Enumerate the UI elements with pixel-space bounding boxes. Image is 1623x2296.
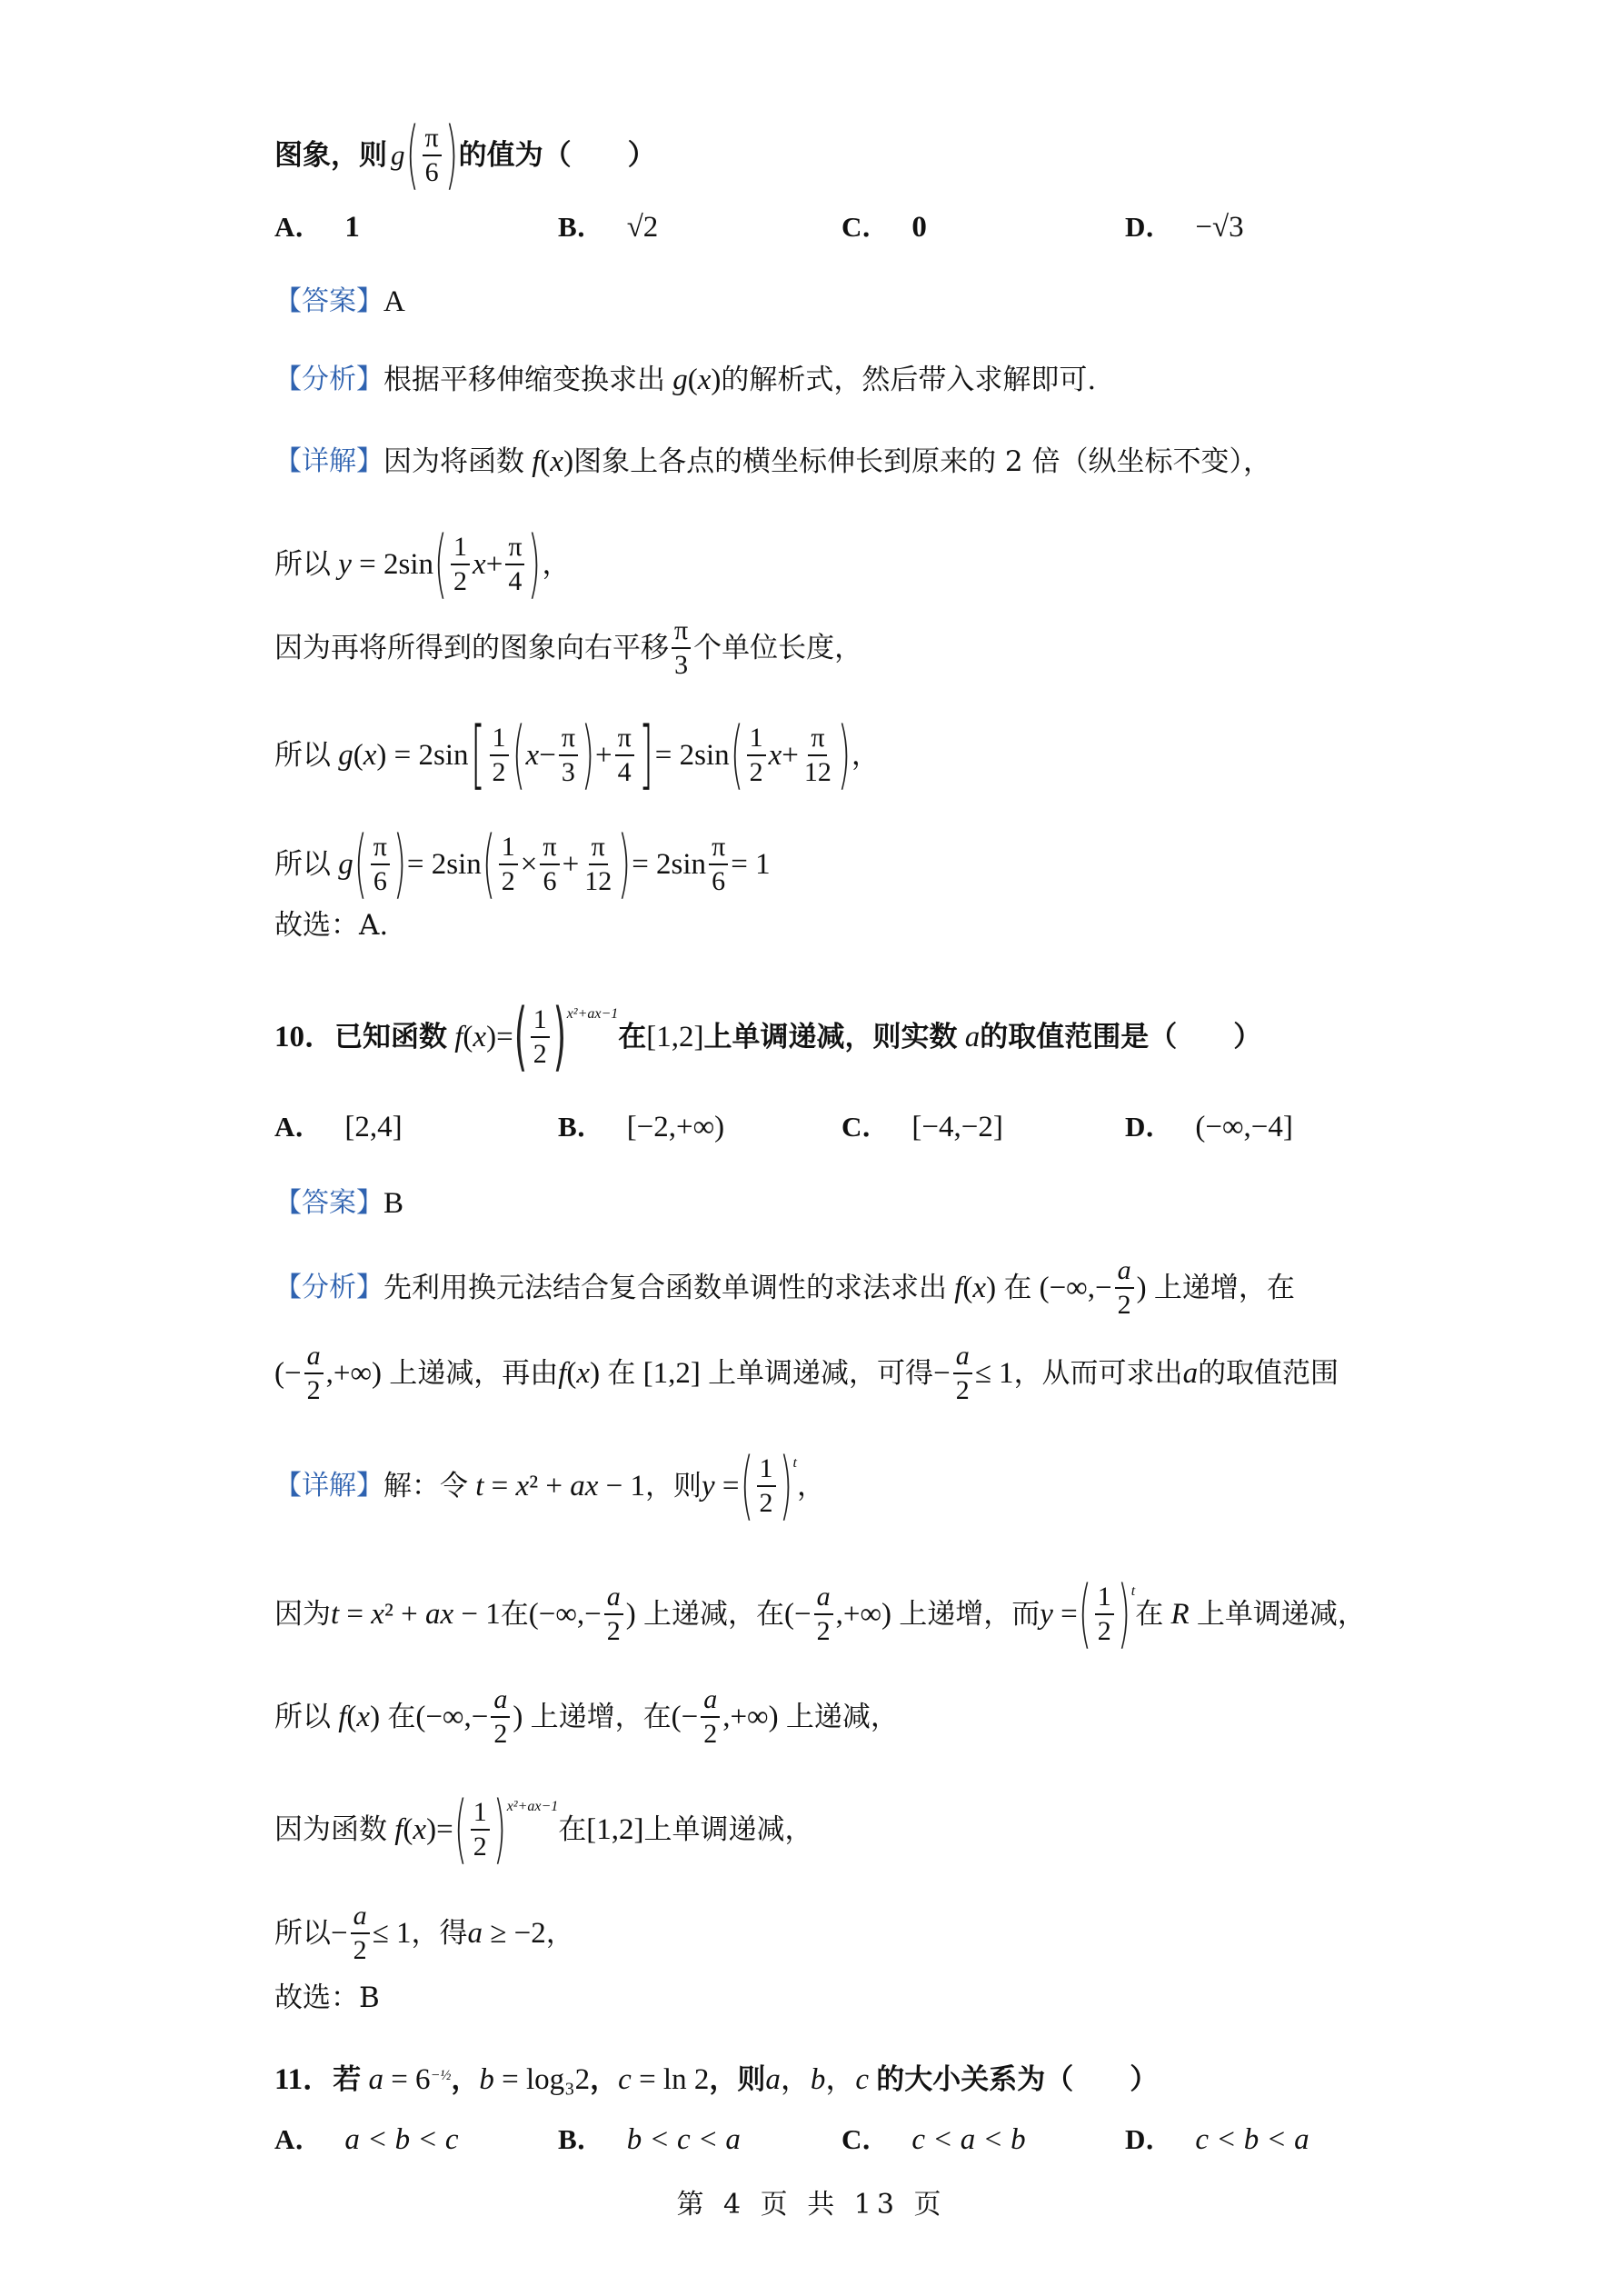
q9-detail-line5: 所以 g ( $\frac{\pi}{6}$ ) = 2sin ( $\frac{1}{2}$ × $\frac{\pi}{6}$ + $\frac{\pi}{12}$ ) = 2sin $\frac{\pi}{6}$ = 1 bbox=[274, 821, 771, 907]
q9-answer: 【答案】 A bbox=[274, 285, 405, 318]
q11-option-c[interactable]: C． c < a < b bbox=[841, 2123, 1026, 2156]
q9-stem-tail: 图象，则 g ( $\frac{\pi}{6}$ ) 的值为（ ） bbox=[274, 112, 656, 198]
q10-analysis-line2: (− $\frac{a}{2}$ ,+∞) 上递减，再由 f ( x ) 在 [1,2] 上单调递减，可得 − $\frac{a}{2}$ ≤ 1 ，从而可求出 a 的取值范围 bbox=[274, 1341, 1339, 1405]
q9-detail-line3: 因为再将所得到的图象向右平移 $\frac{\pi}{3}$ 个单位长度， bbox=[274, 615, 863, 680]
q10-detail-line5: 所以 − $\frac{a}{2}$ ≤ 1 ，得 a ≥ −2 ， bbox=[274, 1901, 574, 1965]
q11-option-b[interactable]: B． b < c < a bbox=[558, 2123, 741, 2156]
q9-detail-line4: 所以 g ( x ) = 2sin [ $\frac{1}{2}$ ( x − $\frac{\pi}{3}$ ) + $\frac{\pi}{4}$ ] = 2sin ( $\frac{1}{2}$ x + $\frac{\pi}{12}$ ) ， bbox=[274, 712, 880, 798]
q9-detail-conclusion: 故选：A. bbox=[274, 909, 389, 942]
q9-option-b[interactable]: B． √2 bbox=[558, 211, 659, 244]
q11-stem: 11． 若 a = 6 −½ ， b = log₃2 ， c = ln 2 ，则 a，b，c 的大小关系为（ ） bbox=[274, 2063, 1159, 2096]
q10-detail-line3: 所以 f ( x ) 在 (−∞,− $\frac{a}{2}$ ) 上递增，在 (− $\frac{a}{2}$ ,+∞) 上递减， bbox=[274, 1684, 899, 1749]
q10-detail-line2: 因为 t = x² + ax − 1 在 (−∞,− $\frac{a}{2}$ ) 上递减，在 (− $\frac{a}{2}$ ,+∞) 上递增，而 y = ( $\frac{1}{2}$ ) t 在 R 上单调递减， bbox=[274, 1571, 1366, 1657]
q10-detail-line1: 【详解】 解：令 t = x² + ax − 1 ，则 y = ( $\frac{1}{2}$ ) t ， bbox=[274, 1442, 825, 1529]
q10-option-c[interactable]: C． [−4,−2] bbox=[841, 1111, 1003, 1143]
q9-detail-line2: 所以 y = 2sin ( $\frac{1}{2}$ x + $\frac{\pi}{4}$ ) ， bbox=[274, 521, 571, 607]
q9-option-d[interactable]: D． −√3 bbox=[1125, 211, 1244, 244]
q9-detail-line1: 【详解】 因为将函数 f ( x ) 图象上各点的横坐标伸长到原来的 2 倍（纵坐标不变）， bbox=[274, 445, 1272, 478]
q10-option-d[interactable]: D． (−∞,−4] bbox=[1125, 1111, 1293, 1143]
q10-option-a[interactable]: A． [2,4] bbox=[274, 1111, 403, 1143]
q9-option-a[interactable]: A． 1 bbox=[274, 211, 360, 244]
q10-detail-conclusion: 故选：B bbox=[274, 1982, 380, 2014]
page-footer: 第 4 页 共 13 页 bbox=[676, 2189, 947, 2221]
q11-option-a[interactable]: A． a < b < c bbox=[274, 2123, 459, 2156]
q10-detail-line4: 因为函数 f ( x )= ( $\frac{1}{2}$ ) x²+ax−1 在 [1,2] 上单调递减， bbox=[274, 1786, 813, 1872]
q9-text-b: 的值为（ ） bbox=[458, 139, 656, 172]
q10-analysis-line1: 【分析】 先利用换元法结合复合函数单调性的求法求出 f ( x ) 在 (−∞,− $\frac{a}{2}$ ) 上递增，在 bbox=[274, 1255, 1295, 1320]
q9-option-c[interactable]: C． 0 bbox=[841, 211, 927, 244]
q9-analysis: 【分析】 根据平移伸缩变换求出 g ( x ) 的解析式，然后带入求解即可. bbox=[274, 364, 1097, 396]
q10-stem: 10． 已知函数 f ( x )= ( $\frac{1}{2}$ ) x²+ax−1 在 [1,2] 上单调递减，则实数 a 的取值范围是（ ） bbox=[274, 993, 1262, 1080]
q9-text-a: 图象，则 bbox=[274, 139, 387, 172]
q11-option-d[interactable]: D． c < b < a bbox=[1125, 2123, 1309, 2156]
q10-answer: 【答案】 B bbox=[274, 1187, 404, 1220]
q10-option-b[interactable]: B． [−2,+∞) bbox=[558, 1111, 725, 1143]
